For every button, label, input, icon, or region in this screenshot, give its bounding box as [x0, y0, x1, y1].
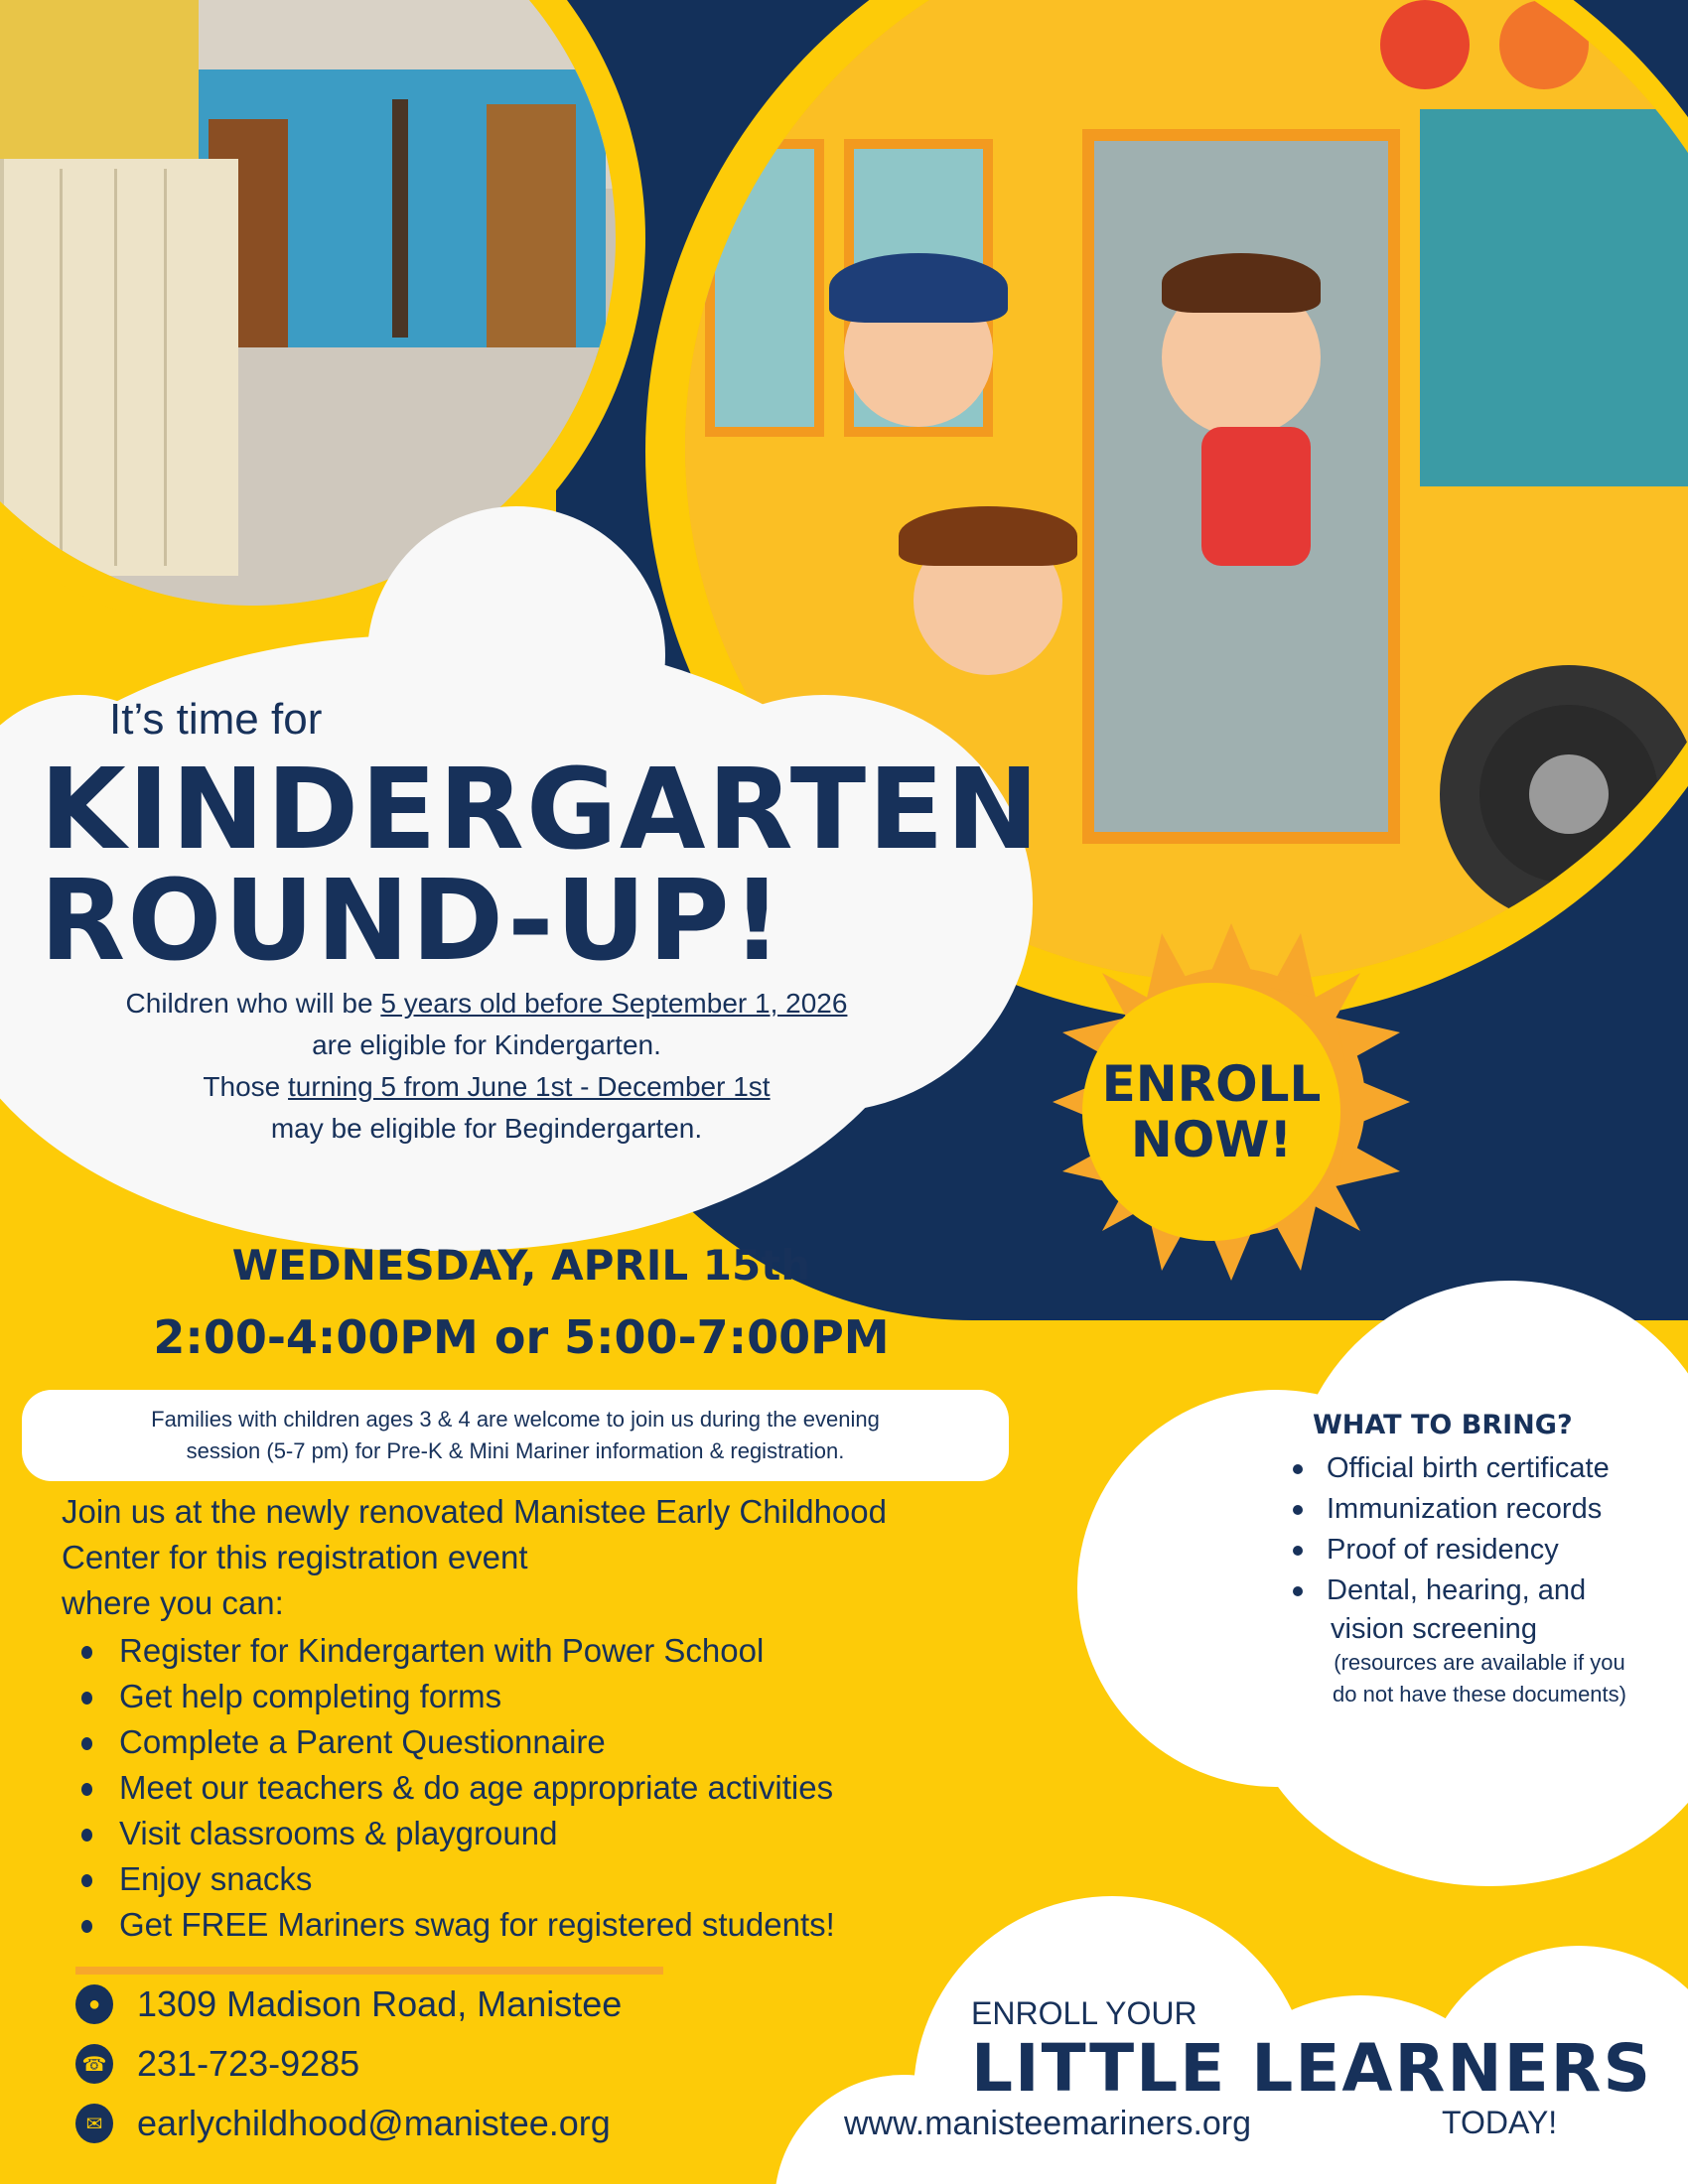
title-line-1: KINDERGARTEN: [40, 746, 1042, 875]
bus-windshield: [1420, 109, 1688, 486]
email-link[interactable]: earlychildhood@manistee.org: [137, 2103, 611, 2143]
contact-address: [75, 1983, 622, 2025]
documents-note: [1276, 1647, 1683, 1710]
bus-window: [705, 139, 824, 437]
phone-icon: ☎: [75, 2044, 113, 2084]
list-item: Enjoy snacks: [79, 1856, 835, 1902]
eligibility-line3-prefix: Those: [203, 1071, 289, 1102]
email-icon: ✉: [75, 2104, 113, 2143]
list-item: Dental, hearing, and: [1271, 1570, 1683, 1611]
locker-divider: [114, 169, 117, 566]
child-hair: [899, 506, 1077, 566]
what-to-bring-list: [1271, 1448, 1683, 1611]
bus-light-icon: [1499, 0, 1589, 89]
list-item: Official birth certificate: [1271, 1448, 1683, 1489]
description-line1: Join us at the newly renovated Manistee Early Childhood: [62, 1493, 887, 1530]
list-item: Visit classrooms & playground: [79, 1811, 835, 1856]
list-item: Get FREE Mariners swag for registered students!: [79, 1902, 835, 1948]
event-times: 2:00-4:00PM or 5:00-7:00PM: [153, 1310, 890, 1364]
photo-mural-tree: [392, 99, 408, 338]
photo-door: [487, 104, 576, 352]
what-to-bring-title: WHAT TO BRING?: [1313, 1410, 1573, 1440]
eligibility-line4: may be eligible for Begindergarten.: [270, 1113, 703, 1144]
notice-line1: Families with children ages 3 & 4 are welcome to join us during the evening: [151, 1407, 880, 1432]
bus-light-icon: [1380, 0, 1470, 89]
list-item: Proof of residency: [1271, 1530, 1683, 1570]
note-line2: do not have these documents): [1333, 1682, 1626, 1706]
hero-intro: It’s time for: [109, 695, 323, 744]
event-date: WEDNESDAY, APRIL 15th: [231, 1241, 811, 1290]
website-link[interactable]: www.manisteemariners.org: [844, 2105, 1252, 2142]
locker-divider: [164, 169, 167, 566]
event-description: [62, 1489, 1015, 1626]
phone-text[interactable]: 231-723-9285: [137, 2043, 360, 2084]
note-line1: (resources are available if you: [1334, 1650, 1625, 1675]
child-shirt: [1201, 427, 1311, 566]
eligibility-line1-prefix: Children who will be: [125, 988, 381, 1019]
page-title: [40, 746, 1042, 986]
child-hair: [829, 253, 1008, 323]
list-item: Get help completing forms: [79, 1674, 835, 1719]
bus-hub: [1529, 754, 1609, 834]
list-item-continued: vision screening: [1331, 1613, 1537, 1645]
activities-list: [79, 1628, 835, 1948]
eligibility-line2: are eligible for Kindergarten.: [312, 1029, 661, 1060]
eligibility-text: [40, 983, 933, 1150]
cta-little-learners: LITTLE LEARNERS: [971, 2030, 1653, 2107]
child-hair: [1162, 253, 1321, 313]
locker-divider: [60, 169, 63, 566]
contact-divider: [75, 1967, 663, 1975]
map-pin-icon: ●: [75, 1984, 113, 2024]
enroll-now-line1: ENROLL: [1101, 1055, 1322, 1113]
address-text: 1309 Madison Road, Manistee: [137, 1983, 623, 2024]
title-line-2: ROUND-UP!: [40, 857, 784, 986]
description-line3: where you can:: [62, 1584, 284, 1621]
contact-phone[interactable]: [75, 2043, 359, 2085]
eligibility-age-cutoff: 5 years old before September 1, 2026: [380, 988, 848, 1019]
what-to-bring-section: [1271, 1410, 1683, 1710]
evening-session-notice: [22, 1390, 1009, 1481]
cta-enroll-your: ENROLL YOUR: [971, 1995, 1197, 2031]
contact-email[interactable]: [75, 2103, 611, 2144]
cta-today: TODAY!: [1442, 2105, 1558, 2140]
enroll-now-line2: NOW!: [1130, 1111, 1293, 1168]
list-item: Complete a Parent Questionnaire: [79, 1719, 835, 1765]
list-item: Meet our teachers & do age appropriate activities: [79, 1765, 835, 1811]
eligibility-begindergarten-range: turning 5 from June 1st - December 1st: [288, 1071, 771, 1102]
list-item: Register for Kindergarten with Power School: [79, 1628, 835, 1674]
photo-lockers: [0, 159, 238, 576]
description-line2: Center for this registration event: [62, 1539, 528, 1575]
enroll-now-badge: [1082, 983, 1340, 1241]
notice-line2: session (5-7 pm) for Pre-K & Mini Mariner information & registration.: [186, 1438, 845, 1463]
list-item: Immunization records: [1271, 1489, 1683, 1530]
